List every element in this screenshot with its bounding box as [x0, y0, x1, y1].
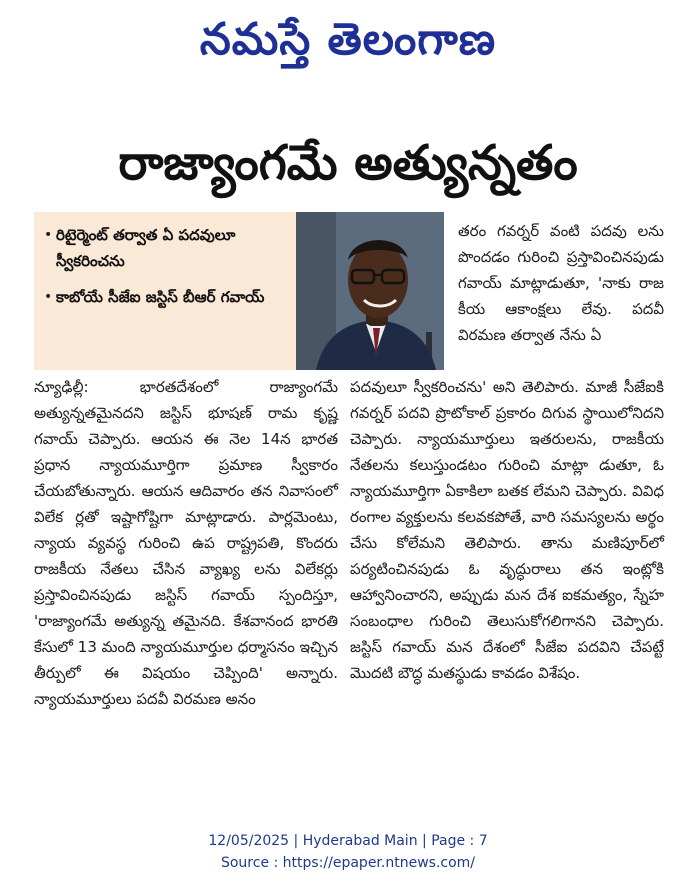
- highlight-item: [44, 222, 288, 274]
- footer: [0, 830, 696, 874]
- masthead-title: నమస్తే తెలంగాణ: [199, 14, 497, 65]
- portrait-photo: [296, 212, 444, 370]
- portrait-illustration: [296, 212, 444, 370]
- highlight-text: రిటైర్మెంట్ తర్వాత ఏ పదవులూ స్వీకరించను: [56, 226, 236, 270]
- article-column-right-top: [458, 218, 664, 348]
- bullet-icon: •: [44, 289, 53, 305]
- footer-date-edition: 12/05/2025 | Hyderabad Main | Page : 7: [208, 833, 488, 849]
- article-text: తరం గవర్నర్ వంటి పదవు లను పొందడం గురించి ప్రస్తావించినపుడు గవాయ్ మాట్లాడుతూ, 'నాకు రాజ కీయ ఆకాంక్షలు లేవు. పదవీ విరమణ తర్వాత నేను ఏ: [458, 222, 664, 344]
- article-column-left: [34, 374, 338, 712]
- article-text: పదవులూ స్వీకరించను' అని తెలిపారు. మాజీ సీజేఐకి గవర్నర్ పదవి ప్రొటోకాల్ ప్రకారం దిగువ స్థాయిలోనిదని చెప్పారు. న్యాయమూర్తులు ఇతరులను, రాజకీయ నేతలను కలుస్తుండటం గురించి మాట్లా డుతూ, ఓ న్యాయమూర్తిగా ఏకాకిలా బతక లేమని చెప్పారు. వివిధ రంగాల వ్యక్తులను కలవకపోతే, వారి సమస్యలను అర్థం చేసు కోలేమని తెలిపారు. తాను మణిపూర్‌లో పర్యటించినపుడు ఓ వృద్ధురాలు తన ఇంట్లోకి ఆహ్వానించారని, అప్పుడు మన దేశ ఐకమత్యం, స్నేహ సంబంధాల గురించి తెలుసుకోగలిగానని చెప్పారు. జస్టిస్ గవాయ్ మన దేశంలో సీజేఐ పదవిని చేపట్టే మొదటి బౌద్ధ మతస్థుడు కావడం విశేషం.: [350, 378, 664, 682]
- bullet-icon: •: [44, 227, 53, 243]
- article-text: న్యూఢిల్లీ: భారతదేశంలో రాజ్యాంగమే అత్యున్నతమైనదని జస్టిస్ భూషణ్ రామ కృష్ణ గవాయ్ చెప్పారు. ఆయన ఈ నెల 14న భారత ప్రధాన న్యాయమూర్తిగా ప్రమాణ స్వీకారం చేయబోతున్నారు. ఆయన ఆదివారం తన నివాసంలో విలేక ర్లతో ఇష్టాగోష్టిగా మాట్లాడారు. పార్లమెంటు, న్యాయ వ్యవస్థ గురించి ఉప రాష్ట్రపతి, కొందరు రాజకీయ నేతలు చేసిన వ్యాఖ్య లను విలేకర్లు ప్రస్తావించినపుడు జస్టిస్ గవాయ్ స్పందిస్తూ, 'రాజ్యాంగమే అత్యున్న తమైనది. కేశవానంద భారతి కేసులో 13 మంది న్యాయమూర్తుల ధర్మాసనం ఇచ్చిన తీర్పులో ఈ విషయం చెప్పింది' అన్నారు. న్యాయమూర్తులు పదవీ విరమణ అనం: [34, 378, 338, 708]
- footer-source: Source : https://epaper.ntnews.com/: [220, 855, 476, 871]
- highlight-item: [44, 284, 288, 310]
- headline: రాజ్యాంగమే అత్యున్నతం: [118, 135, 578, 191]
- highlight-text: కాబోయే సీజేఐ జస్టిస్ బీఆర్ గవాయ్: [56, 288, 265, 306]
- article-column-right: [350, 374, 664, 686]
- highlights-box: [34, 212, 296, 370]
